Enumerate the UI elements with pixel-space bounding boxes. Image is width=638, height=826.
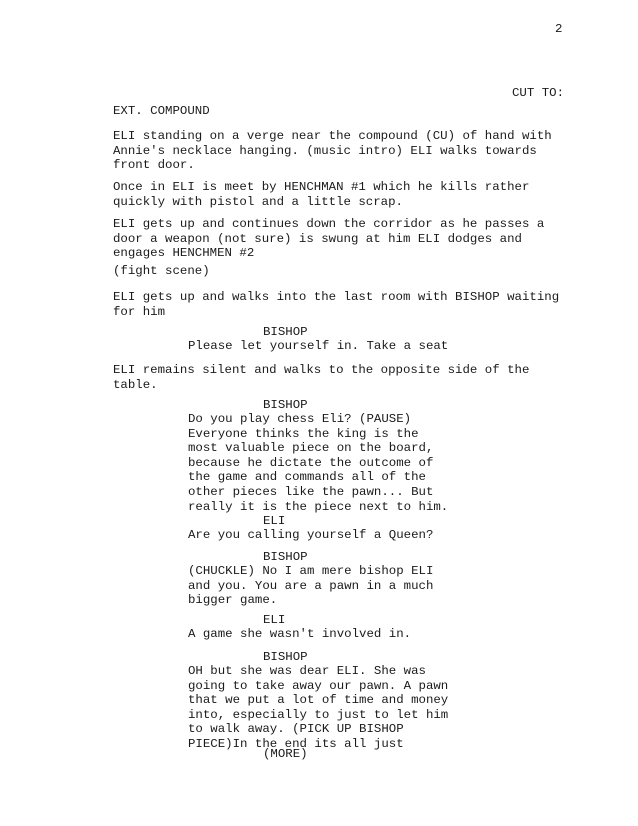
dialogue-line: A game she wasn't involved in. (188, 627, 412, 641)
transition-cut-to: CUT TO: (512, 86, 565, 100)
dialogue-line: (CHUCKLE) No I am mere bishop ELI and you. You are a pawn in a much bigger game. (188, 564, 434, 608)
action-paragraph: ELI gets up and walks into the last room with BISHOP waiting for him (113, 290, 560, 319)
action-paragraph: (fight scene) (113, 264, 210, 278)
scene-heading: EXT. COMPOUND (113, 104, 210, 118)
more-continuation: (MORE) (263, 747, 308, 761)
character-name: BISHOP (263, 325, 308, 339)
dialogue-line: Do you play chess Eli? (PAUSE) Everyone thinks the king is the most valuable piece on the board, because he dictate the outcome of the game and commands all of the other pieces like the pawn... But really it is the piece next to him. (188, 412, 449, 514)
action-paragraph: ELI standing on a verge near the compound (CU) of hand with Annie's necklace hanging. (music intro) ELI walks towards front door. (113, 129, 552, 173)
action-paragraph: Once in ELI is meet by HENCHMAN #1 which he kills rather quickly with pistol and a little scrap. (113, 180, 530, 209)
character-name: BISHOP (263, 650, 308, 664)
dialogue-line: OH but she was dear ELI. She was going to take away our pawn. A pawn that we put a lot of time and money into, especially to just to let him to walk away. (PICK UP BISHOP PIECE)In the end its all just (188, 664, 449, 751)
character-name: ELI (263, 613, 286, 627)
character-name: BISHOP (263, 398, 308, 412)
action-paragraph: ELI remains silent and walks to the opposite side of the table. (113, 363, 530, 392)
character-name: ELI (263, 514, 286, 528)
dialogue-line: Please let yourself in. Take a seat (188, 339, 449, 353)
dialogue-line: Are you calling yourself a Queen? (188, 528, 434, 542)
character-name: BISHOP (263, 550, 308, 564)
action-paragraph: ELI gets up and continues down the corridor as he passes a door a weapon (not sure) is swung at him ELI dodges and engages HENCHMEN #2 (113, 217, 545, 261)
page-number: 2 (555, 22, 563, 36)
